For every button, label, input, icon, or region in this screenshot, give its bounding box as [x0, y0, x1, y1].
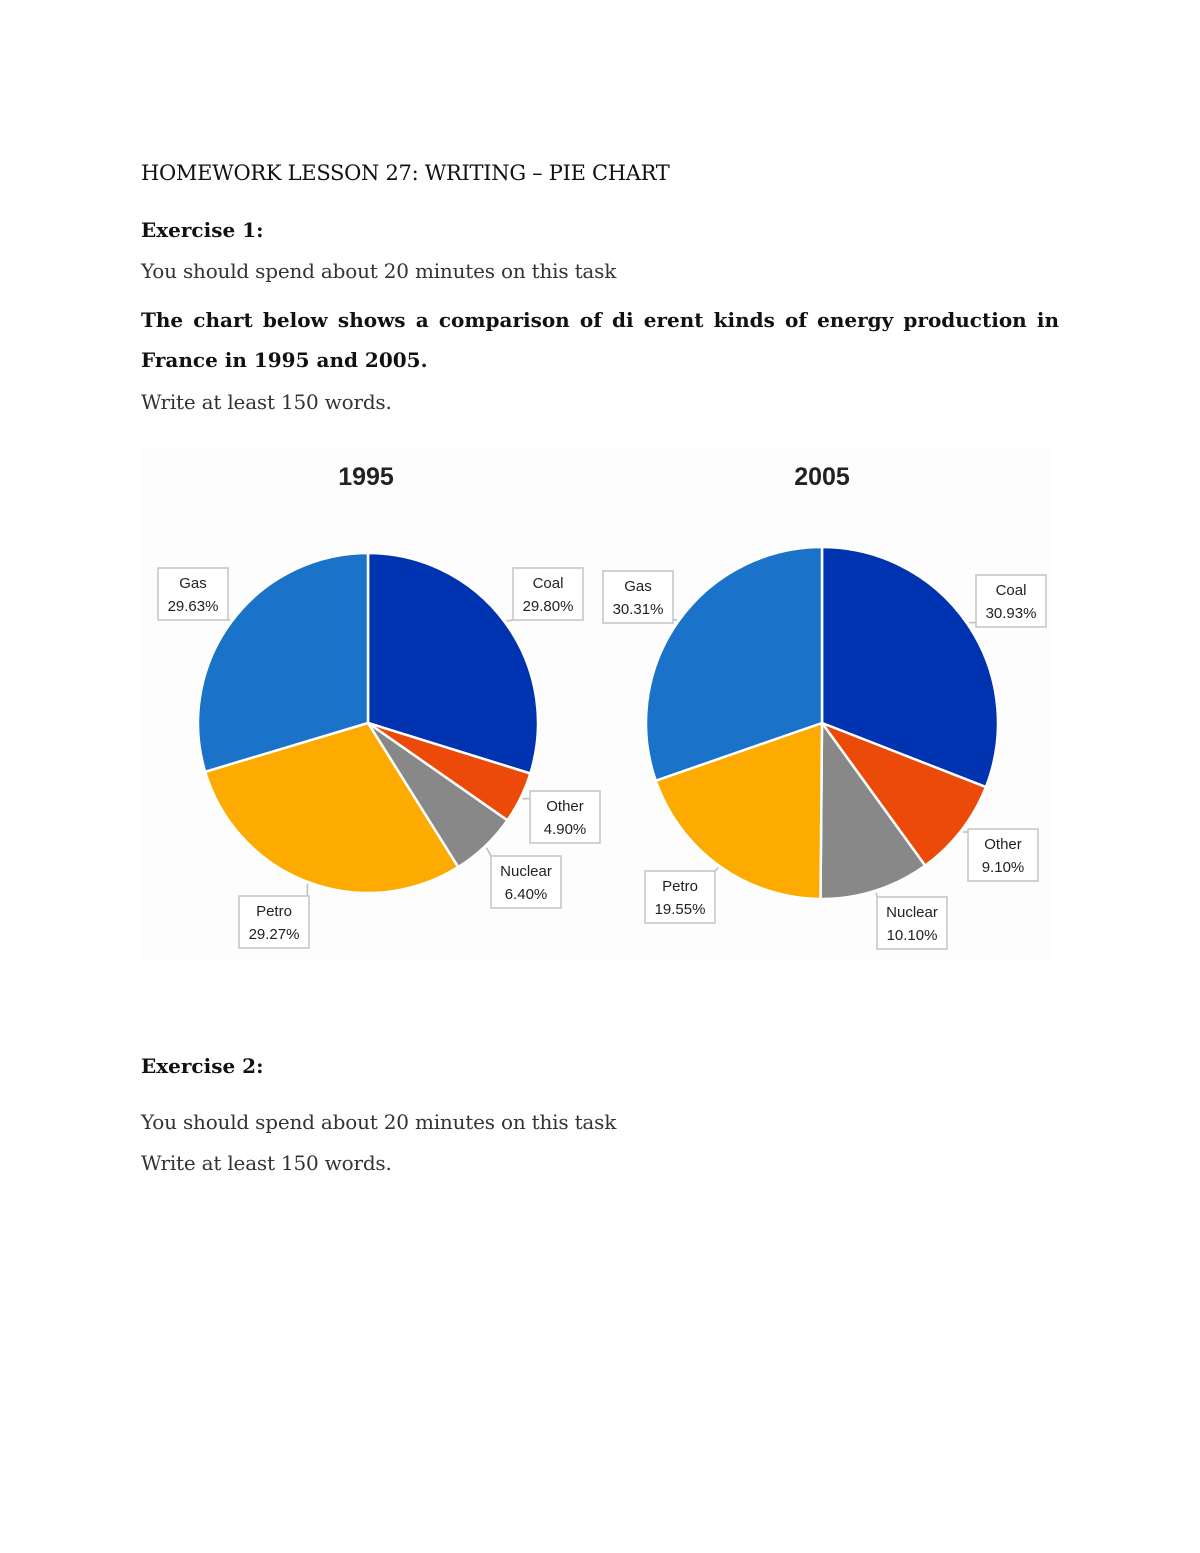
category-label: Petro	[256, 903, 292, 920]
category-label: Nuclear	[886, 904, 938, 921]
category-label: Nuclear	[500, 863, 552, 880]
percent-label: 4.90%	[543, 821, 587, 838]
percent-label: 19.55%	[654, 901, 706, 918]
percent-label: 29.63%	[167, 598, 219, 615]
data-label-gas	[158, 568, 230, 620]
data-label-coal	[969, 575, 1046, 627]
chart-title: 1995	[338, 463, 394, 491]
data-label-petro	[645, 868, 718, 923]
data-label-other	[963, 829, 1038, 881]
percent-label: 10.10%	[886, 927, 938, 944]
data-label-coal	[507, 568, 584, 621]
category-label: Gas	[179, 575, 207, 592]
percent-label: 9.10%	[981, 859, 1025, 876]
exercise-2-heading: Exercise 2:	[141, 1054, 264, 1078]
data-label-nuclear	[876, 893, 947, 949]
category-label: Other	[984, 836, 1022, 853]
data-label-other	[523, 791, 601, 843]
percent-label: 30.31%	[612, 601, 664, 618]
chart-title: 2005	[794, 463, 850, 491]
data-label-nuclear	[487, 848, 562, 908]
page-title: HOMEWORK LESSON 27: WRITING – PIE CHART	[141, 161, 670, 185]
exercise-1-prompt: The chart below shows a comparison of di erent kinds of energy production in France in 1995 and 2005.	[141, 308, 1059, 372]
category-label: Petro	[662, 878, 698, 895]
category-label: Coal	[995, 582, 1027, 599]
exercise-2-time-instruction: You should spend about 20 minutes on this task	[141, 1110, 617, 1134]
data-label-gas	[603, 571, 677, 623]
category-label: Coal	[532, 575, 564, 592]
exercise-1-time-instruction: You should spend about 20 minutes on this task	[141, 259, 617, 283]
exercise-1-word-count: Write at least 150 words.	[141, 390, 392, 414]
percent-label: 6.40%	[504, 886, 548, 903]
pie-chart-1995	[158, 463, 600, 948]
exercise-2-word-count: Write at least 150 words.	[141, 1151, 392, 1175]
category-label: Other	[546, 798, 584, 815]
pie-charts-svg	[141, 449, 1052, 961]
percent-label: 29.80%	[522, 598, 574, 615]
pie-chart-2005	[603, 463, 1046, 949]
leader-line	[507, 620, 514, 621]
category-label: Gas	[624, 578, 652, 595]
pie-charts-figure	[141, 449, 1052, 961]
exercise-1-heading: Exercise 1:	[141, 218, 264, 242]
percent-label: 29.27%	[248, 926, 300, 943]
leader-line	[487, 848, 492, 856]
data-label-petro	[239, 884, 309, 948]
percent-label: 30.93%	[985, 605, 1037, 622]
